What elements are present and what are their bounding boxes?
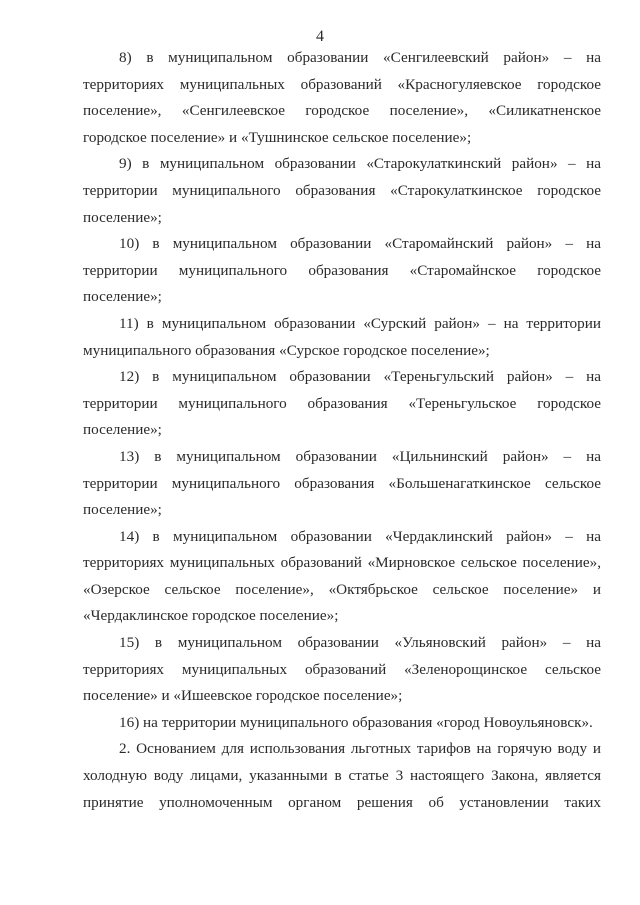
- paragraph-item-12: 12) в муниципальном образовании «Тереньгульский район» – на территории муниципального образования «Тереньгульское городское поселение»;: [83, 368, 601, 439]
- paragraph-item-8: 8) в муниципальном образовании «Сенгилеевский район» – на территориях муниципальных образований «Красногуляевское городское поселение», «Сенгилеевское городское поселение», «Силикатненское городское поселение» и «Тушнинское сельское поселение»;: [83, 49, 601, 146]
- paragraph-item-13: 13) в муниципальном образовании «Цильнинский район» – на территории муниципального образования «Большенагаткинское сельское поселение»;: [83, 447, 601, 519]
- paragraph-section-2: 2. Основанием для использования льготных тарифов на горячую воду и холодную воду лицами, указанными в статье 3 настоящего Закона, является принятие уполномоченным органом решения об установлении таких: [83, 740, 601, 811]
- paragraph-item-14: 14) в муниципальном образовании «Чердаклинский район» – на территориях муниципальных образований «Мирновское сельское поселение», «Озерское сельское поселение», «Октябрьское сельское поселение» и «Чердаклинское городское поселение»;: [83, 527, 601, 625]
- paragraph-item-9: 9) в муниципальном образовании «Старокулаткинский район» – на территории муниципального образования «Старокулаткинское городское поселение»;: [83, 155, 601, 226]
- paragraph-item-15: 15) в муниципальном образовании «Ульяновский район» – на территориях муниципальных образований «Зеленорощинское сельское поселение» и «Ишеевское городское поселение»;: [83, 634, 601, 705]
- paragraph-item-16: 16) на территории муниципального образования «город Новоульяновск».: [119, 713, 593, 731]
- page-number: 4: [316, 28, 324, 45]
- paragraph-item-10: 10) в муниципальном образовании «Старомайнский район» – на территории муниципального образования «Старомайнское городское поселение»;: [83, 235, 601, 306]
- paragraph-item-11: 11) в муниципальном образовании «Сурский район» – на территории муниципального образования «Сурское городское поселение»;: [83, 314, 601, 359]
- document-body: [83, 45, 601, 816]
